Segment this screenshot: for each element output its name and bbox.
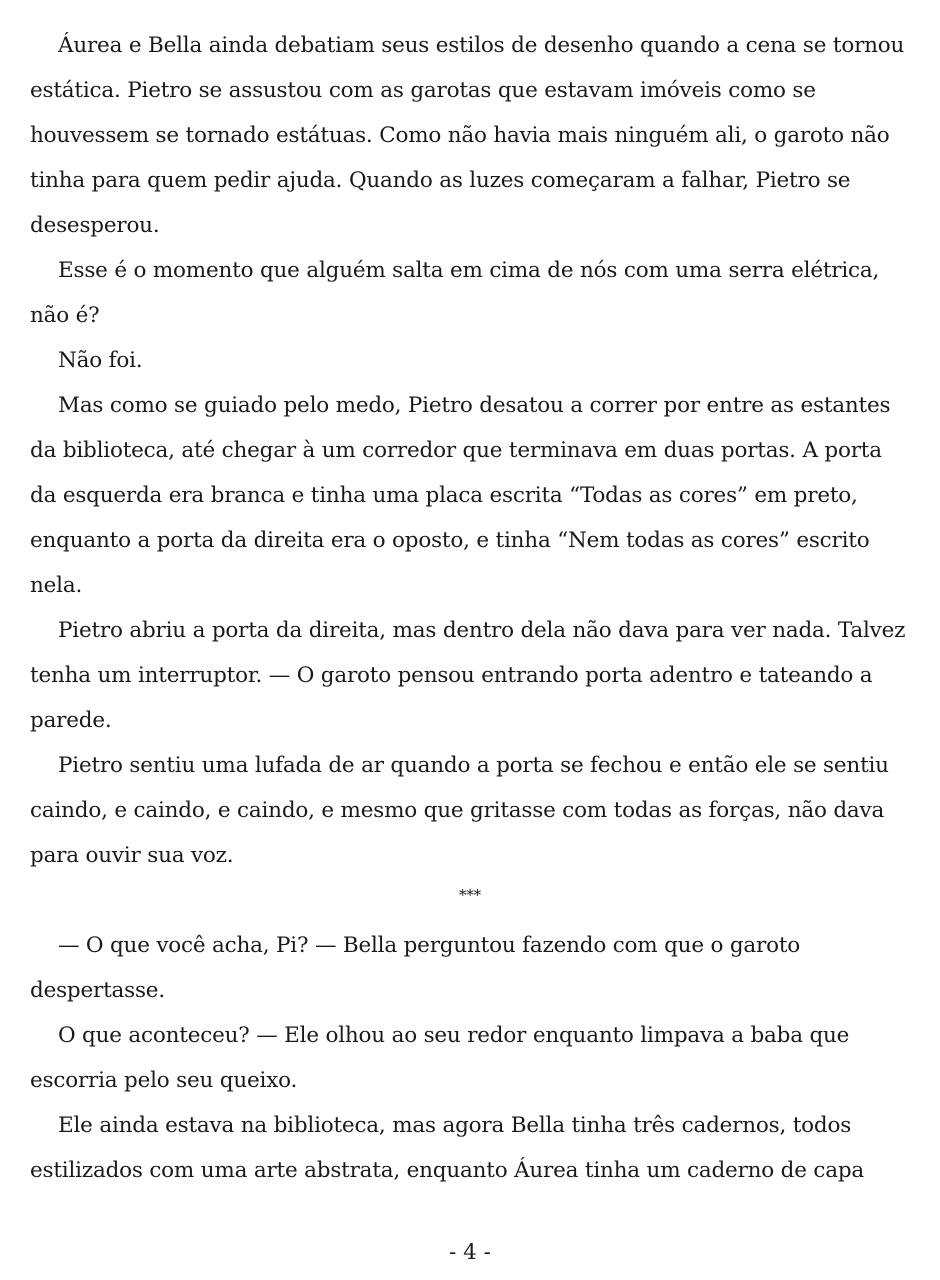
paragraph: Áurea e Bella ainda debatiam seus estilos de desenho quando a cena se tornou estática. Pietro se assustou com as garotas que estavam imóveis como se houvessem se tornado estátuas. Como não havia mais ninguém ali, o garoto não tinha para quem pedir ajuda. Quando as luzes começaram a falhar, Pietro se desesperou. bbox=[30, 33, 905, 238]
scene-separator: *** bbox=[459, 886, 481, 904]
paragraph: Não foi. bbox=[58, 348, 143, 373]
paragraph: Mas como se guiado pelo medo, Pietro desatou a correr por entre as estantes da biblioteca, até chegar à um corredor que terminava em duas portas. A porta da esquerda era branca e tinha uma placa escrita “Todas as cores” em preto, enquanto a porta da direita era o oposto, e tinha “Nem todas as cores” escrito nela. bbox=[30, 393, 891, 598]
paragraph: O que aconteceu? — Ele olhou ao seu redor enquanto limpava a baba que escorria pelo seu queixo. bbox=[30, 1023, 850, 1093]
page-number: - 4 - bbox=[449, 1240, 491, 1265]
document-page bbox=[30, 23, 910, 1193]
paragraph: — O que você acha, Pi? — Bella perguntou fazendo com que o garoto despertasse. bbox=[30, 933, 801, 1003]
paragraph: Ele ainda estava na biblioteca, mas agora Bella tinha três cadernos, todos estilizados com uma arte abstrata, enquanto Áurea tinha um caderno de capa bbox=[30, 1113, 865, 1183]
paragraph: Pietro sentiu uma lufada de ar quando a porta se fechou e então ele se sentiu caindo, e caindo, e caindo, e mesmo que gritasse com todas as forças, não dava para ouvir sua voz. bbox=[30, 753, 889, 868]
paragraph: Pietro abriu a porta da direita, mas dentro dela não dava para ver nada. Talvez tenha um interruptor. — O garoto pensou entrando porta adentro e tateando a parede. bbox=[30, 618, 906, 733]
paragraph: Esse é o momento que alguém salta em cima de nós com uma serra elétrica, não é? bbox=[30, 258, 880, 328]
